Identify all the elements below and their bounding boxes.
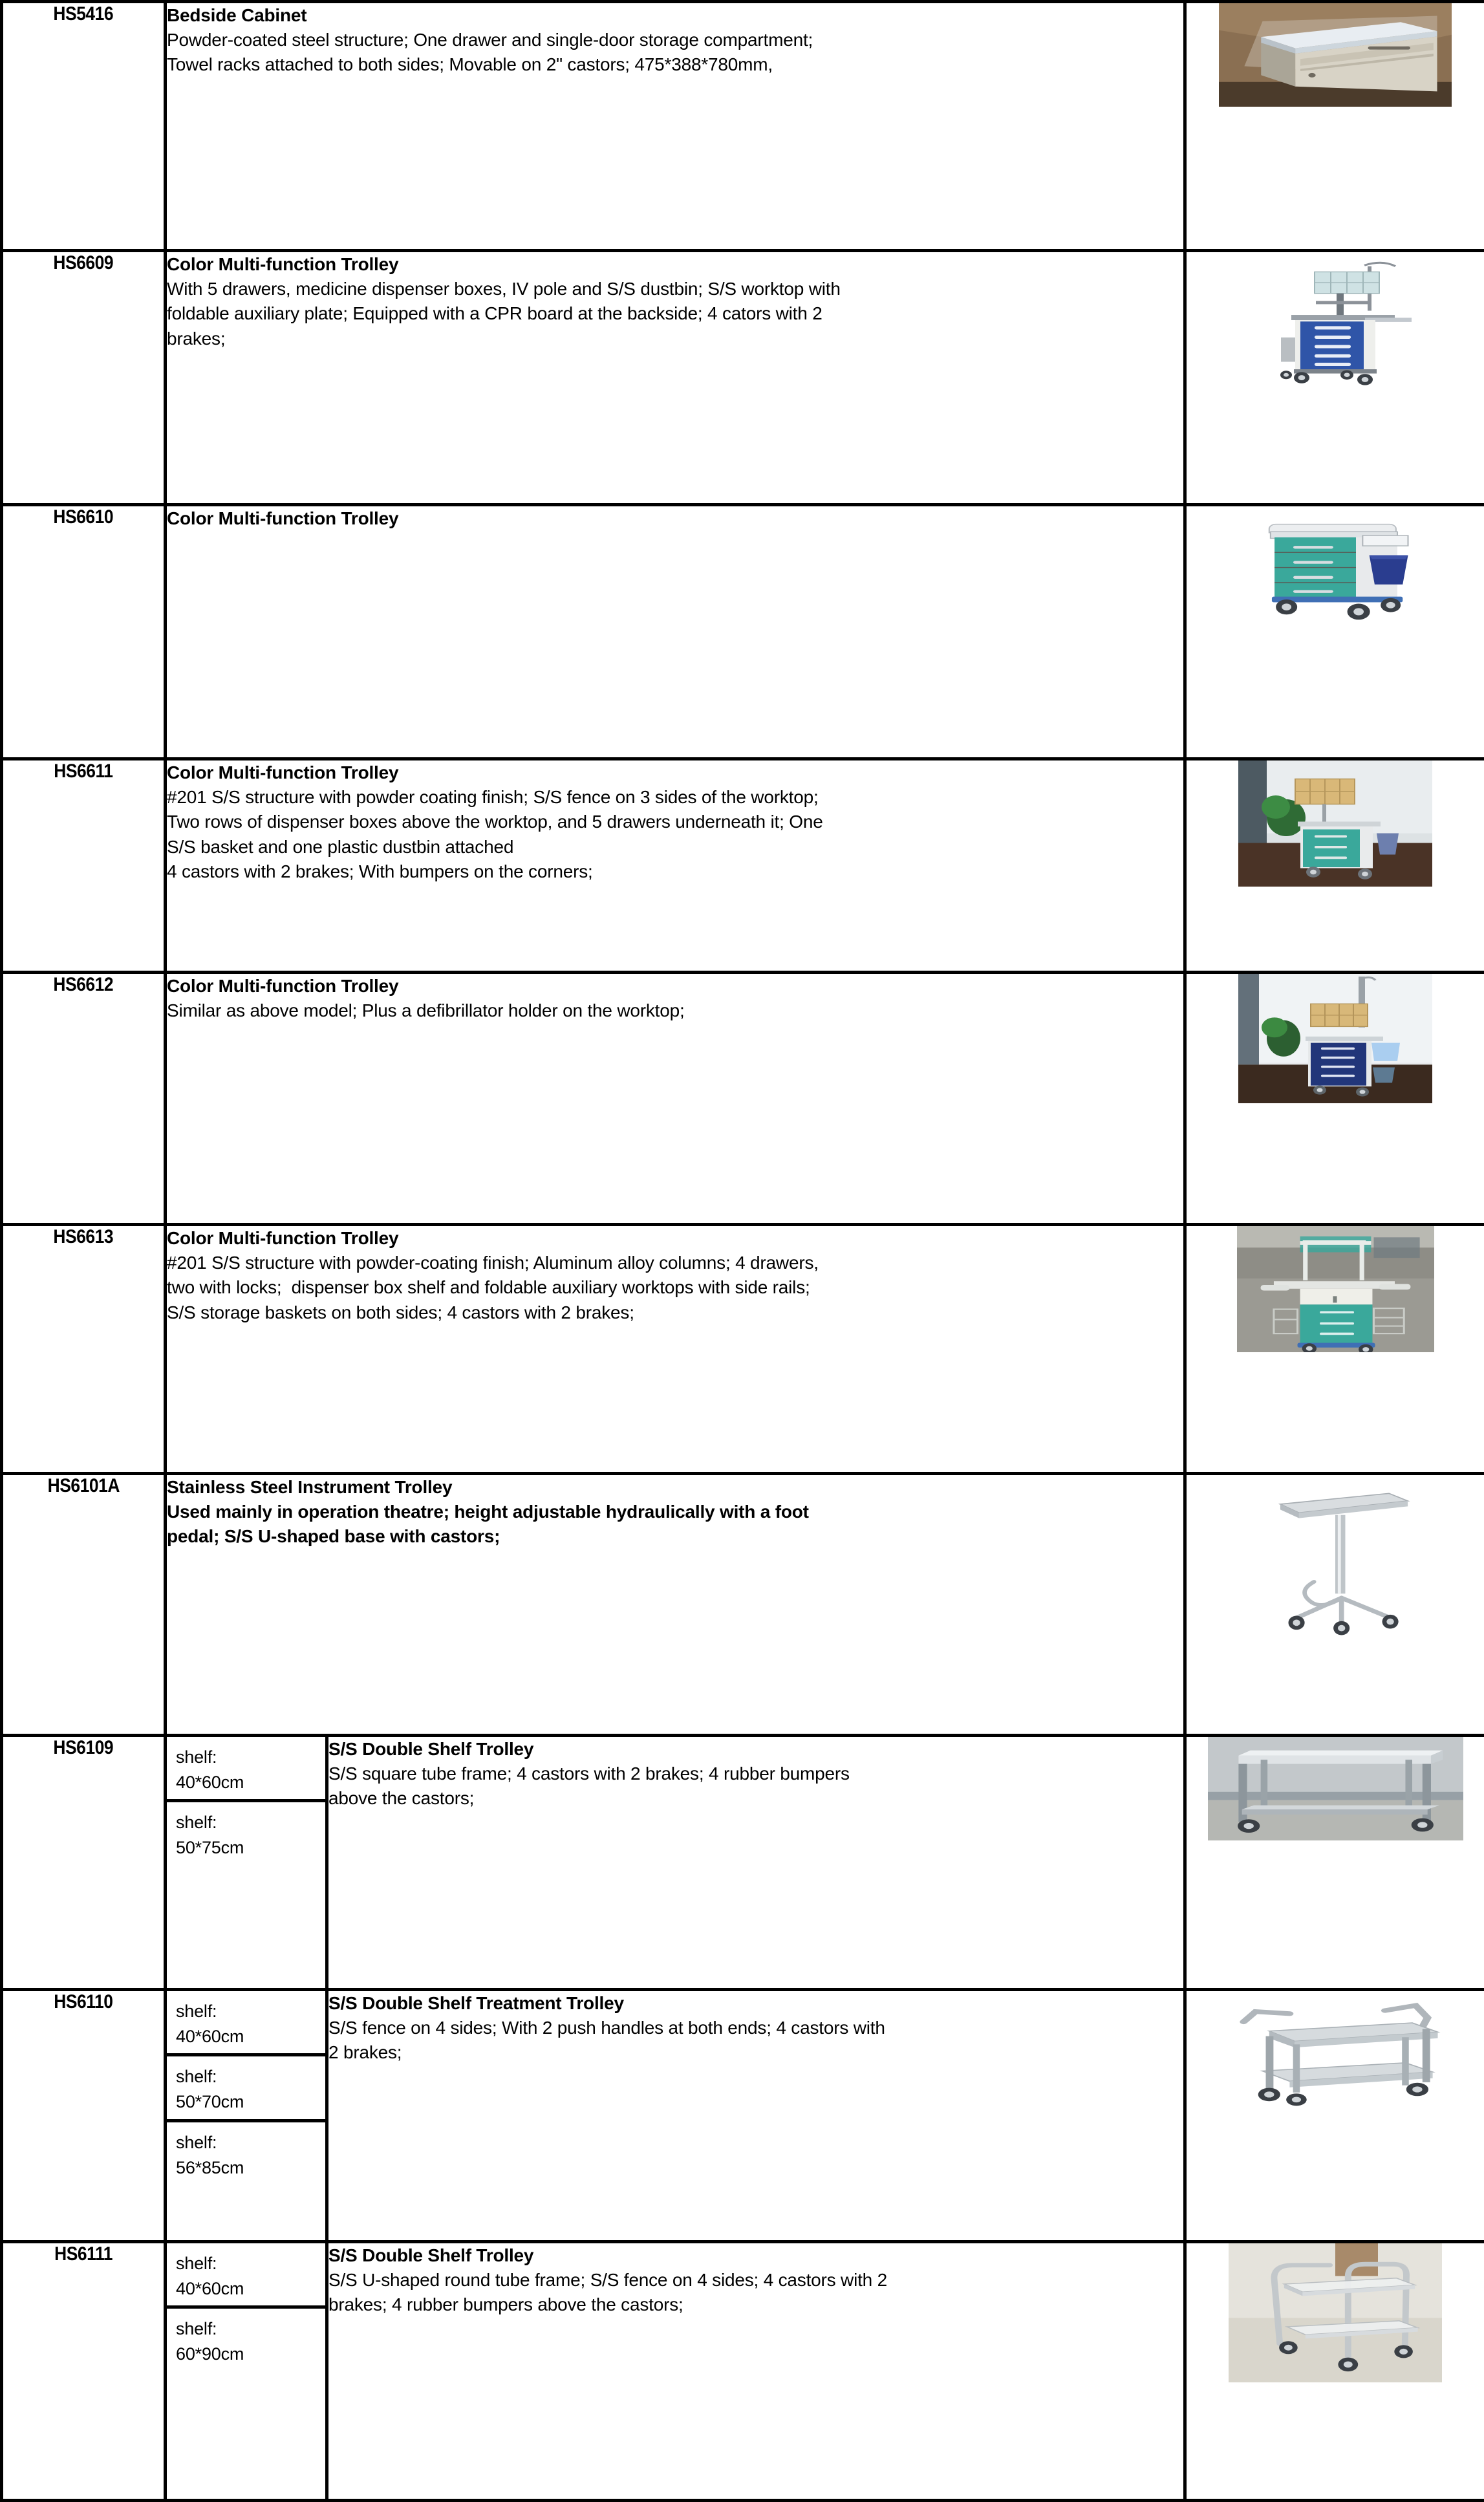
table-row <box>2 1474 1484 1736</box>
product-description-cell <box>166 505 1185 759</box>
product-description-line: Towel racks attached to both sides; Movable on 2" castors; 475*388*780mm, <box>167 52 1183 78</box>
square-tube-double-shelf-trolley-photo <box>1208 1737 1463 1840</box>
product-description-line: S/S square tube frame; 4 castors with 2 brakes; 4 rubber bumpers <box>328 1762 1183 1787</box>
product-code-cell <box>2 1736 166 1990</box>
shelf-size: 40*60cm <box>176 2024 320 2049</box>
product-description-cell <box>327 1736 1185 1990</box>
product-code-text: HS6613 <box>54 1226 114 1248</box>
shelf-cell <box>167 2055 325 2120</box>
bedside-cabinet-photo <box>1219 3 1452 107</box>
shelf-label: shelf: <box>176 2316 320 2342</box>
shelf-sizes-table <box>167 1737 325 1865</box>
product-code-text: HS6612 <box>54 974 114 996</box>
product-description-line: brakes; <box>167 327 1183 352</box>
shelf-row <box>167 2307 325 2371</box>
product-code-cell <box>2 1990 166 2242</box>
product-description-line: above the castors; <box>328 1786 1183 1811</box>
shelf-row <box>167 2120 325 2184</box>
shelf-row <box>167 1801 325 1865</box>
shelf-row <box>167 2055 325 2120</box>
shelf-sizes-table <box>167 2243 325 2371</box>
product-description-cell <box>327 2242 1185 2501</box>
teal-trolley-room-photo <box>1238 760 1432 887</box>
table-row <box>2 251 1484 505</box>
product-description-line: 4 castors with 2 brakes; With bumpers on the corners; <box>167 859 1183 885</box>
product-image-cell <box>1185 1736 1484 1990</box>
shelf-size: 40*60cm <box>176 1770 320 1795</box>
shelf-sizes-cell <box>166 2242 327 2501</box>
shelf-label: shelf: <box>176 1999 320 2024</box>
shelf-label: shelf: <box>176 1745 320 1770</box>
product-image-cell <box>1185 1990 1484 2242</box>
product-description-cell <box>166 973 1185 1225</box>
treatment-trolley-handles-photo <box>1208 1991 1463 2114</box>
shelf-label: shelf: <box>176 2130 320 2155</box>
product-code-text: HS6101A <box>47 1475 119 1497</box>
product-title: S/S Double Shelf Trolley <box>328 1737 1183 1762</box>
shelf-size: 60*90cm <box>176 2342 320 2367</box>
table-row <box>2 973 1484 1225</box>
product-code-text: HS6610 <box>54 506 114 528</box>
product-code-text: HS6609 <box>54 252 114 274</box>
product-image-cell <box>1185 505 1484 759</box>
shelf-cell <box>167 2307 325 2371</box>
product-description-line: brakes; 4 rubber bumpers above the castors; <box>328 2292 1183 2318</box>
mayo-instrument-stand-photo <box>1242 1475 1429 1637</box>
product-description-line: 2 brakes; <box>328 2040 1183 2065</box>
product-description-line: S/S U-shaped round tube frame; S/S fence on 4 sides; 4 castors with 2 <box>328 2268 1183 2293</box>
product-description-cell <box>166 1225 1185 1474</box>
teal-aluminum-trolley-photo <box>1237 1226 1434 1352</box>
shelf-size: 50*75cm <box>176 1835 320 1860</box>
product-image-cell <box>1185 759 1484 973</box>
table-row <box>2 2 1484 251</box>
shelf-label: shelf: <box>176 1810 320 1835</box>
product-title: Bedside Cabinet <box>167 3 1183 28</box>
product-code-cell <box>2 973 166 1225</box>
table-row <box>2 2242 1484 2501</box>
product-description-line: Used mainly in operation theatre; height adjustable hydraulically with a foot <box>167 1500 1183 1525</box>
product-code-cell <box>2 251 166 505</box>
product-title: Color Multi-function Trolley <box>167 760 1183 785</box>
product-description-cell <box>166 251 1185 505</box>
product-code-cell <box>2 505 166 759</box>
table-row <box>2 1736 1484 1990</box>
product-code-text: HS6110 <box>54 1991 113 2013</box>
product-code-text: HS6611 <box>54 760 113 782</box>
product-description-cell <box>166 759 1185 973</box>
teal-trolley-with-dustbin-photo <box>1232 506 1439 636</box>
product-description-line: foldable auxiliary plate; Equipped with a CPR board at the backside; 4 cators with 2 <box>167 301 1183 327</box>
round-tube-double-shelf-trolley-photo <box>1229 2243 1442 2382</box>
product-description-line: With 5 drawers, medicine dispenser boxes, IV pole and S/S dustbin; S/S worktop with <box>167 277 1183 302</box>
product-description-line: S/S basket and one plastic dustbin attached <box>167 835 1183 860</box>
shelf-cell <box>167 2120 325 2184</box>
product-description-line: Similar as above model; Plus a defibrillator holder on the worktop; <box>167 998 1183 1024</box>
blue-multifunction-trolley-photo <box>1238 252 1432 388</box>
product-title: Color Multi-function Trolley <box>167 506 1183 531</box>
product-title: S/S Double Shelf Treatment Trolley <box>328 1991 1183 2016</box>
product-image-cell <box>1185 251 1484 505</box>
product-image-cell <box>1185 2242 1484 2501</box>
product-description-line: pedal; S/S U-shaped base with castors; <box>167 1524 1183 1549</box>
product-title: Color Multi-function Trolley <box>167 252 1183 277</box>
table-row <box>2 505 1484 759</box>
product-image-cell <box>1185 2 1484 251</box>
product-code-cell <box>2 1474 166 1736</box>
product-title: Color Multi-function Trolley <box>167 974 1183 998</box>
shelf-cell <box>167 1801 325 1865</box>
table-row <box>2 1225 1484 1474</box>
product-image-cell <box>1185 1225 1484 1474</box>
product-description-line: #201 S/S structure with powder coating finish; S/S fence on 3 sides of the worktop; <box>167 785 1183 810</box>
product-code-cell <box>2 2 166 251</box>
shelf-size: 56*85cm <box>176 2155 320 2181</box>
blue-defibrillator-trolley-photo <box>1238 974 1432 1103</box>
product-description-line: S/S storage baskets on both sides; 4 castors with 2 brakes; <box>167 1300 1183 1326</box>
product-code-cell <box>2 759 166 973</box>
shelf-size: 50*70cm <box>176 2089 320 2115</box>
product-description-cell <box>327 1990 1185 2242</box>
product-code-text: HS5416 <box>54 3 114 25</box>
product-description-line: Powder-coated steel structure; One drawer and single-door storage compartment; <box>167 28 1183 53</box>
product-code-cell <box>2 2242 166 2501</box>
shelf-cell <box>167 1737 325 1801</box>
shelf-sizes-cell <box>166 1990 327 2242</box>
product-description-line: two with locks; dispenser box shelf and foldable auxiliary worktops with side rails; <box>167 1275 1183 1300</box>
product-title: Color Multi-function Trolley <box>167 1226 1183 1251</box>
shelf-size: 40*60cm <box>176 2276 320 2302</box>
product-code-text: HS6109 <box>54 1737 114 1759</box>
shelf-row <box>167 1737 325 1801</box>
table-row <box>2 1990 1484 2242</box>
product-description-line: S/S fence on 4 sides; With 2 push handles at both ends; 4 castors with <box>328 2016 1183 2041</box>
product-description-line: #201 S/S structure with powder-coating finish; Aluminum alloy columns; 4 drawers, <box>167 1251 1183 1276</box>
shelf-sizes-cell <box>166 1736 327 1990</box>
table-row <box>2 759 1484 973</box>
product-description-line: Two rows of dispenser boxes above the worktop, and 5 drawers underneath it; One <box>167 810 1183 835</box>
product-description-cell <box>166 2 1185 251</box>
product-image-cell <box>1185 973 1484 1225</box>
product-description-cell <box>166 1474 1185 1736</box>
product-code-text: HS6111 <box>54 2243 113 2265</box>
shelf-label: shelf: <box>176 2251 320 2276</box>
shelf-row <box>167 2243 325 2307</box>
shelf-label: shelf: <box>176 2064 320 2089</box>
product-code-cell <box>2 1225 166 1474</box>
shelf-sizes-table <box>167 1991 325 2184</box>
shelf-cell <box>167 1991 325 2055</box>
shelf-row <box>167 1991 325 2055</box>
product-image-cell <box>1185 1474 1484 1736</box>
product-title: Stainless Steel Instrument Trolley <box>167 1475 1183 1500</box>
product-title: S/S Double Shelf Trolley <box>328 2243 1183 2268</box>
shelf-cell <box>167 2243 325 2307</box>
